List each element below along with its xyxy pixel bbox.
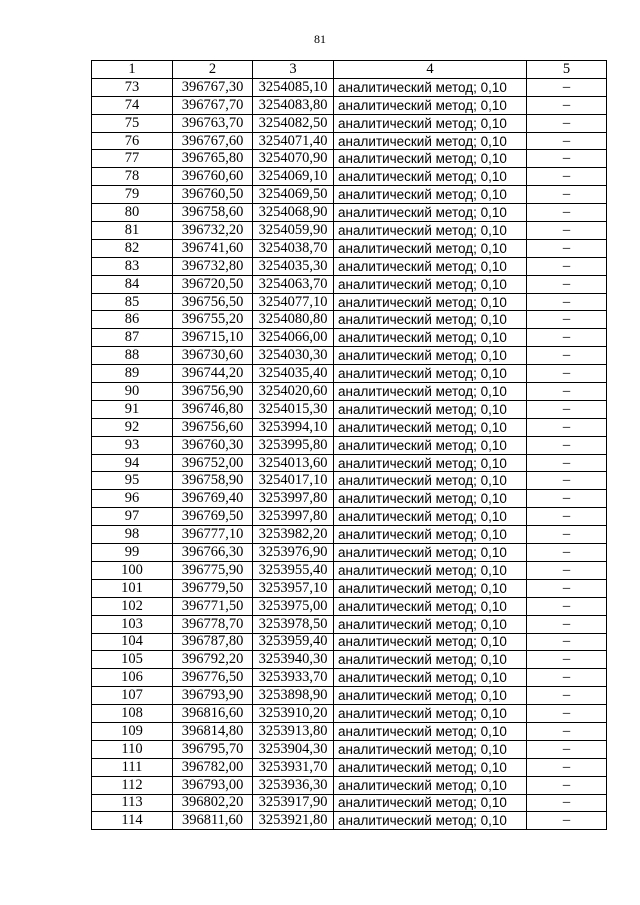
x-coordinate-cell: 396760,60 — [173, 168, 253, 186]
point-number-cell: 93 — [92, 436, 173, 454]
table-row — [92, 400, 607, 418]
table-row — [92, 597, 607, 615]
y-coordinate-cell: 3254082,50 — [253, 114, 334, 132]
coordinates-table — [91, 60, 607, 830]
y-coordinate-cell: 3253975,00 — [253, 597, 334, 615]
method-cell: аналитический метод; 0,10 — [334, 204, 527, 222]
x-coordinate-cell: 396782,00 — [173, 758, 253, 776]
x-coordinate-cell: 396760,50 — [173, 186, 253, 204]
x-coordinate-cell: 396720,50 — [173, 275, 253, 293]
method-cell: аналитический метод; 0,10 — [334, 526, 527, 544]
table-row — [92, 132, 607, 150]
x-coordinate-cell: 396775,90 — [173, 561, 253, 579]
point-number-cell: 92 — [92, 418, 173, 436]
column-header: 1 — [92, 61, 173, 79]
y-coordinate-cell: 3254066,00 — [253, 329, 334, 347]
point-number-cell: 88 — [92, 347, 173, 365]
table-row — [92, 615, 607, 633]
table-header-row — [92, 61, 607, 79]
x-coordinate-cell: 396758,60 — [173, 204, 253, 222]
x-coordinate-cell: 396765,80 — [173, 150, 253, 168]
table-row — [92, 722, 607, 740]
table-row — [92, 794, 607, 812]
y-coordinate-cell: 3254068,90 — [253, 204, 334, 222]
point-number-cell: 90 — [92, 383, 173, 401]
column-header: 4 — [334, 61, 527, 79]
note-cell: – — [527, 204, 607, 222]
y-coordinate-cell: 3254013,60 — [253, 454, 334, 472]
method-cell: аналитический метод; 0,10 — [334, 275, 527, 293]
table-row — [92, 96, 607, 114]
point-number-cell: 103 — [92, 615, 173, 633]
y-coordinate-cell: 3253921,80 — [253, 812, 334, 830]
point-number-cell: 108 — [92, 705, 173, 723]
table-row — [92, 222, 607, 240]
point-number-cell: 111 — [92, 758, 173, 776]
point-number-cell: 91 — [92, 400, 173, 418]
method-cell: аналитический метод; 0,10 — [334, 96, 527, 114]
y-coordinate-cell: 3253997,80 — [253, 508, 334, 526]
point-number-cell: 97 — [92, 508, 173, 526]
note-cell: – — [527, 794, 607, 812]
note-cell: – — [527, 705, 607, 723]
x-coordinate-cell: 396752,00 — [173, 454, 253, 472]
note-cell: – — [527, 168, 607, 186]
note-cell: – — [527, 454, 607, 472]
x-coordinate-cell: 396756,60 — [173, 418, 253, 436]
method-cell: аналитический метод; 0,10 — [334, 222, 527, 240]
point-number-cell: 85 — [92, 293, 173, 311]
y-coordinate-cell: 3253959,40 — [253, 633, 334, 651]
method-cell: аналитический метод; 0,10 — [334, 758, 527, 776]
table-row — [92, 812, 607, 830]
y-coordinate-cell: 3253982,20 — [253, 526, 334, 544]
y-coordinate-cell: 3253957,10 — [253, 579, 334, 597]
table-row — [92, 239, 607, 257]
x-coordinate-cell: 396756,50 — [173, 293, 253, 311]
y-coordinate-cell: 3253940,30 — [253, 651, 334, 669]
method-cell: аналитический метод; 0,10 — [334, 544, 527, 562]
y-coordinate-cell: 3254035,40 — [253, 365, 334, 383]
y-coordinate-cell: 3254063,70 — [253, 275, 334, 293]
method-cell: аналитический метод; 0,10 — [334, 776, 527, 794]
x-coordinate-cell: 396777,10 — [173, 526, 253, 544]
point-number-cell: 78 — [92, 168, 173, 186]
method-cell: аналитический метод; 0,10 — [334, 812, 527, 830]
table-row — [92, 508, 607, 526]
note-cell: – — [527, 436, 607, 454]
y-coordinate-cell: 3253978,50 — [253, 615, 334, 633]
point-number-cell: 113 — [92, 794, 173, 812]
method-cell: аналитический метод; 0,10 — [334, 722, 527, 740]
note-cell: – — [527, 96, 607, 114]
y-coordinate-cell: 3253936,30 — [253, 776, 334, 794]
method-cell: аналитический метод; 0,10 — [334, 436, 527, 454]
point-number-cell: 95 — [92, 472, 173, 490]
point-number-cell: 75 — [92, 114, 173, 132]
note-cell: – — [527, 561, 607, 579]
y-coordinate-cell: 3254069,50 — [253, 186, 334, 204]
note-cell: – — [527, 740, 607, 758]
point-number-cell: 87 — [92, 329, 173, 347]
x-coordinate-cell: 396767,70 — [173, 96, 253, 114]
note-cell: – — [527, 722, 607, 740]
note-cell: – — [527, 669, 607, 687]
y-coordinate-cell: 3254071,40 — [253, 132, 334, 150]
y-coordinate-cell: 3253917,90 — [253, 794, 334, 812]
point-number-cell: 74 — [92, 96, 173, 114]
method-cell: аналитический метод; 0,10 — [334, 329, 527, 347]
note-cell: – — [527, 758, 607, 776]
note-cell: – — [527, 114, 607, 132]
x-coordinate-cell: 396746,80 — [173, 400, 253, 418]
table-row — [92, 669, 607, 687]
point-number-cell: 109 — [92, 722, 173, 740]
point-number-cell: 76 — [92, 132, 173, 150]
note-cell: – — [527, 812, 607, 830]
method-cell: аналитический метод; 0,10 — [334, 490, 527, 508]
x-coordinate-cell: 396744,20 — [173, 365, 253, 383]
method-cell: аналитический метод; 0,10 — [334, 132, 527, 150]
note-cell: – — [527, 579, 607, 597]
note-cell: – — [527, 597, 607, 615]
method-cell: аналитический метод; 0,10 — [334, 186, 527, 204]
x-coordinate-cell: 396760,30 — [173, 436, 253, 454]
table-row — [92, 204, 607, 222]
method-cell: аналитический метод; 0,10 — [334, 257, 527, 275]
table-row — [92, 311, 607, 329]
y-coordinate-cell: 3253913,80 — [253, 722, 334, 740]
table-row — [92, 758, 607, 776]
point-number-cell: 102 — [92, 597, 173, 615]
x-coordinate-cell: 396715,10 — [173, 329, 253, 347]
note-cell: – — [527, 418, 607, 436]
table-row — [92, 561, 607, 579]
method-cell: аналитический метод; 0,10 — [334, 168, 527, 186]
page-number: 81 — [314, 32, 326, 46]
y-coordinate-cell: 3254020,60 — [253, 383, 334, 401]
note-cell: – — [527, 508, 607, 526]
table-row — [92, 687, 607, 705]
x-coordinate-cell: 396767,30 — [173, 78, 253, 96]
column-header: 5 — [527, 61, 607, 79]
point-number-cell: 107 — [92, 687, 173, 705]
point-number-cell: 80 — [92, 204, 173, 222]
point-number-cell: 89 — [92, 365, 173, 383]
note-cell: – — [527, 329, 607, 347]
table-row — [92, 490, 607, 508]
point-number-cell: 82 — [92, 239, 173, 257]
y-coordinate-cell: 3253898,90 — [253, 687, 334, 705]
table-row — [92, 454, 607, 472]
point-number-cell: 114 — [92, 812, 173, 830]
column-header: 3 — [253, 61, 334, 79]
method-cell: аналитический метод; 0,10 — [334, 293, 527, 311]
table-body — [92, 78, 607, 829]
note-cell: – — [527, 311, 607, 329]
table-row — [92, 347, 607, 365]
table-row — [92, 633, 607, 651]
point-number-cell: 86 — [92, 311, 173, 329]
y-coordinate-cell: 3254015,30 — [253, 400, 334, 418]
note-cell: – — [527, 132, 607, 150]
note-cell: – — [527, 544, 607, 562]
y-coordinate-cell: 3254070,90 — [253, 150, 334, 168]
method-cell: аналитический метод; 0,10 — [334, 311, 527, 329]
y-coordinate-cell: 3253931,70 — [253, 758, 334, 776]
method-cell: аналитический метод; 0,10 — [334, 740, 527, 758]
point-number-cell: 106 — [92, 669, 173, 687]
method-cell: аналитический метод; 0,10 — [334, 114, 527, 132]
note-cell: – — [527, 633, 607, 651]
x-coordinate-cell: 396776,50 — [173, 669, 253, 687]
y-coordinate-cell: 3254083,80 — [253, 96, 334, 114]
y-coordinate-cell: 3253976,90 — [253, 544, 334, 562]
method-cell: аналитический метод; 0,10 — [334, 347, 527, 365]
x-coordinate-cell: 396792,20 — [173, 651, 253, 669]
point-number-cell: 100 — [92, 561, 173, 579]
note-cell: – — [527, 365, 607, 383]
note-cell: – — [527, 239, 607, 257]
x-coordinate-cell: 396814,80 — [173, 722, 253, 740]
method-cell: аналитический метод; 0,10 — [334, 669, 527, 687]
method-cell: аналитический метод; 0,10 — [334, 239, 527, 257]
point-number-cell: 79 — [92, 186, 173, 204]
x-coordinate-cell: 396771,50 — [173, 597, 253, 615]
note-cell: – — [527, 347, 607, 365]
point-number-cell: 77 — [92, 150, 173, 168]
method-cell: аналитический метод; 0,10 — [334, 508, 527, 526]
table-row — [92, 150, 607, 168]
table-row — [92, 472, 607, 490]
x-coordinate-cell: 396766,30 — [173, 544, 253, 562]
note-cell: – — [527, 651, 607, 669]
method-cell: аналитический метод; 0,10 — [334, 418, 527, 436]
point-number-cell: 104 — [92, 633, 173, 651]
x-coordinate-cell: 396779,50 — [173, 579, 253, 597]
point-number-cell: 99 — [92, 544, 173, 562]
y-coordinate-cell: 3254080,80 — [253, 311, 334, 329]
y-coordinate-cell: 3254038,70 — [253, 239, 334, 257]
note-cell: – — [527, 687, 607, 705]
note-cell: – — [527, 383, 607, 401]
y-coordinate-cell: 3254085,10 — [253, 78, 334, 96]
y-coordinate-cell: 3253994,10 — [253, 418, 334, 436]
note-cell: – — [527, 222, 607, 240]
method-cell: аналитический метод; 0,10 — [334, 633, 527, 651]
table-row — [92, 579, 607, 597]
table-row — [92, 740, 607, 758]
x-coordinate-cell: 396778,70 — [173, 615, 253, 633]
note-cell: – — [527, 186, 607, 204]
y-coordinate-cell: 3254030,30 — [253, 347, 334, 365]
x-coordinate-cell: 396793,00 — [173, 776, 253, 794]
note-cell: – — [527, 400, 607, 418]
table-row — [92, 383, 607, 401]
point-number-cell: 110 — [92, 740, 173, 758]
method-cell: аналитический метод; 0,10 — [334, 400, 527, 418]
note-cell: – — [527, 257, 607, 275]
table-row — [92, 436, 607, 454]
x-coordinate-cell: 396741,60 — [173, 239, 253, 257]
method-cell: аналитический метод; 0,10 — [334, 472, 527, 490]
method-cell: аналитический метод; 0,10 — [334, 615, 527, 633]
method-cell: аналитический метод; 0,10 — [334, 597, 527, 615]
x-coordinate-cell: 396756,90 — [173, 383, 253, 401]
y-coordinate-cell: 3253995,80 — [253, 436, 334, 454]
table-row — [92, 776, 607, 794]
method-cell: аналитический метод; 0,10 — [334, 383, 527, 401]
x-coordinate-cell: 396732,20 — [173, 222, 253, 240]
method-cell: аналитический метод; 0,10 — [334, 150, 527, 168]
method-cell: аналитический метод; 0,10 — [334, 705, 527, 723]
table-row — [92, 365, 607, 383]
x-coordinate-cell: 396802,20 — [173, 794, 253, 812]
table-row — [92, 186, 607, 204]
x-coordinate-cell: 396732,80 — [173, 257, 253, 275]
table-row — [92, 78, 607, 96]
note-cell: – — [527, 776, 607, 794]
point-number-cell: 94 — [92, 454, 173, 472]
note-cell: – — [527, 150, 607, 168]
point-number-cell: 112 — [92, 776, 173, 794]
point-number-cell: 83 — [92, 257, 173, 275]
x-coordinate-cell: 396767,60 — [173, 132, 253, 150]
point-number-cell: 101 — [92, 579, 173, 597]
x-coordinate-cell: 396816,60 — [173, 705, 253, 723]
table-row — [92, 544, 607, 562]
note-cell: – — [527, 472, 607, 490]
point-number-cell: 105 — [92, 651, 173, 669]
table-row — [92, 418, 607, 436]
point-number-cell: 81 — [92, 222, 173, 240]
table-row — [92, 257, 607, 275]
note-cell: – — [527, 275, 607, 293]
method-cell: аналитический метод; 0,10 — [334, 794, 527, 812]
table-row — [92, 168, 607, 186]
table-row — [92, 114, 607, 132]
note-cell: – — [527, 490, 607, 508]
x-coordinate-cell: 396730,60 — [173, 347, 253, 365]
x-coordinate-cell: 396758,90 — [173, 472, 253, 490]
y-coordinate-cell: 3253997,80 — [253, 490, 334, 508]
y-coordinate-cell: 3254017,10 — [253, 472, 334, 490]
x-coordinate-cell: 396811,60 — [173, 812, 253, 830]
point-number-cell: 84 — [92, 275, 173, 293]
method-cell: аналитический метод; 0,10 — [334, 561, 527, 579]
y-coordinate-cell: 3253955,40 — [253, 561, 334, 579]
x-coordinate-cell: 396769,50 — [173, 508, 253, 526]
point-number-cell: 73 — [92, 78, 173, 96]
x-coordinate-cell: 396795,70 — [173, 740, 253, 758]
y-coordinate-cell: 3254069,10 — [253, 168, 334, 186]
note-cell: – — [527, 615, 607, 633]
x-coordinate-cell: 396763,70 — [173, 114, 253, 132]
x-coordinate-cell: 396793,90 — [173, 687, 253, 705]
y-coordinate-cell: 3253910,20 — [253, 705, 334, 723]
x-coordinate-cell: 396769,40 — [173, 490, 253, 508]
point-number-cell: 98 — [92, 526, 173, 544]
method-cell: аналитический метод; 0,10 — [334, 687, 527, 705]
table-row — [92, 651, 607, 669]
y-coordinate-cell: 3254035,30 — [253, 257, 334, 275]
method-cell: аналитический метод; 0,10 — [334, 454, 527, 472]
y-coordinate-cell: 3253933,70 — [253, 669, 334, 687]
table-row — [92, 705, 607, 723]
point-number-cell: 96 — [92, 490, 173, 508]
method-cell: аналитический метод; 0,10 — [334, 78, 527, 96]
y-coordinate-cell: 3254077,10 — [253, 293, 334, 311]
y-coordinate-cell: 3254059,90 — [253, 222, 334, 240]
table-row — [92, 329, 607, 347]
note-cell: – — [527, 293, 607, 311]
x-coordinate-cell: 396787,80 — [173, 633, 253, 651]
method-cell: аналитический метод; 0,10 — [334, 365, 527, 383]
note-cell: – — [527, 78, 607, 96]
note-cell: – — [527, 526, 607, 544]
method-cell: аналитический метод; 0,10 — [334, 651, 527, 669]
table-row — [92, 526, 607, 544]
y-coordinate-cell: 3253904,30 — [253, 740, 334, 758]
method-cell: аналитический метод; 0,10 — [334, 579, 527, 597]
table-row — [92, 293, 607, 311]
column-header: 2 — [173, 61, 253, 79]
table-row — [92, 275, 607, 293]
x-coordinate-cell: 396755,20 — [173, 311, 253, 329]
